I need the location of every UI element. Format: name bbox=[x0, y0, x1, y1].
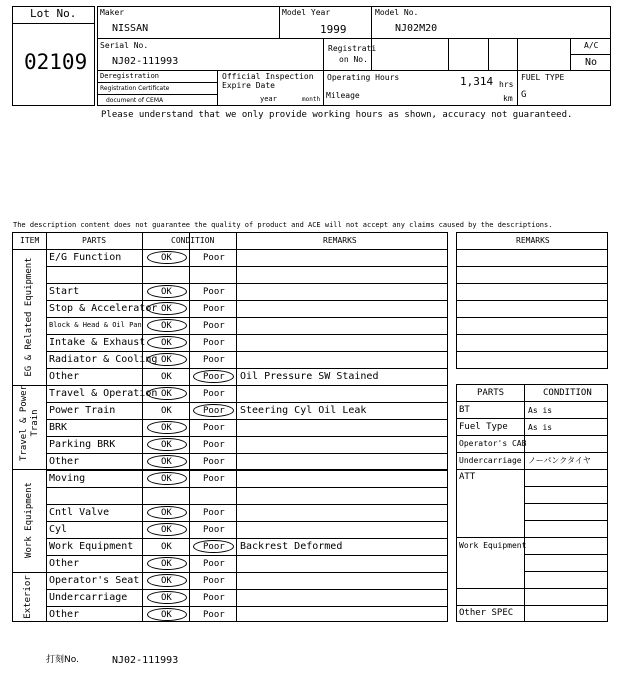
disclaimer: The description content does not guarantee the quality of product and ACE will not accept any claims caused by the descriptions. bbox=[13, 221, 553, 229]
part-name: Other bbox=[49, 558, 80, 569]
condition-poor: Poor bbox=[203, 440, 225, 450]
registration-label-1: Registrati bbox=[328, 44, 377, 53]
part-name: Cntl Valve bbox=[49, 507, 110, 518]
condition-poor: Poor bbox=[203, 542, 225, 552]
table-row bbox=[46, 402, 448, 419]
condition-poor: Poor bbox=[203, 559, 225, 569]
selection-circle bbox=[147, 251, 187, 264]
ac-label: A/C bbox=[584, 41, 599, 50]
table-row bbox=[46, 555, 448, 572]
selection-circle bbox=[147, 591, 187, 604]
mileage-label: Mileage bbox=[326, 91, 360, 100]
table-row bbox=[46, 419, 448, 436]
condition-poor: Poor bbox=[203, 355, 225, 365]
condition-poor: Poor bbox=[203, 321, 225, 331]
table-row bbox=[46, 385, 448, 402]
month-label: month bbox=[302, 96, 321, 103]
group-label-exterior: Exterior bbox=[23, 575, 33, 619]
condition-poor: Poor bbox=[203, 610, 225, 620]
selection-circle bbox=[147, 387, 187, 400]
table-row bbox=[46, 351, 448, 368]
remark: Backrest Deformed bbox=[240, 541, 343, 552]
part-name: Parking BRK bbox=[49, 439, 116, 450]
serial-value: NJ02-111993 bbox=[112, 56, 179, 67]
condition-poor: Poor bbox=[203, 389, 225, 399]
table-row bbox=[46, 317, 448, 334]
col-header-condition: CONDITION bbox=[171, 236, 215, 245]
selection-circle bbox=[147, 523, 187, 536]
condition-poor: Poor bbox=[203, 372, 225, 382]
table-row bbox=[46, 538, 448, 555]
table-row bbox=[46, 470, 448, 487]
condition-ok: OK bbox=[161, 406, 172, 416]
condition-ok: OK bbox=[161, 423, 172, 433]
selection-circle bbox=[147, 421, 187, 434]
group-label-work: Work Equipment bbox=[24, 482, 34, 558]
inspection-label-1: Official Inspection bbox=[222, 72, 314, 81]
undercarriage-label: Undercarriage bbox=[459, 456, 522, 465]
cab-label: Operator's CAB bbox=[459, 439, 527, 448]
cema-document-label: document of CEMA bbox=[106, 97, 164, 104]
right-remarks-header: REMARKS bbox=[516, 236, 550, 245]
condition-poor: Poor bbox=[203, 457, 225, 467]
condition-poor: Poor bbox=[203, 338, 225, 348]
model-no-value: NJ02M20 bbox=[395, 23, 438, 34]
condition-poor: Poor bbox=[203, 576, 225, 586]
condition-ok: OK bbox=[161, 559, 172, 569]
selection-circle bbox=[147, 302, 187, 315]
operating-hours-value: 1,314 bbox=[460, 75, 494, 88]
fuel-type-value: G bbox=[521, 90, 527, 100]
part-name: Block & Head & Oil Pan bbox=[49, 321, 142, 329]
other-spec-label: Other SPEC bbox=[459, 608, 514, 618]
spec-parts-header: PARTS bbox=[477, 388, 505, 398]
table-row bbox=[46, 368, 448, 385]
stamp-label: 打刻No. bbox=[46, 655, 79, 665]
att-label: ATT bbox=[459, 472, 476, 482]
condition-ok: OK bbox=[161, 389, 172, 399]
condition-poor: Poor bbox=[203, 474, 225, 484]
col-header-item: ITEM bbox=[20, 236, 40, 245]
condition-ok: OK bbox=[161, 287, 172, 297]
table-row bbox=[46, 572, 448, 589]
part-name: Start bbox=[49, 286, 80, 297]
selection-circle bbox=[147, 574, 187, 587]
condition-ok: OK bbox=[161, 593, 172, 603]
lot-no-value: 02109 bbox=[24, 50, 88, 74]
condition-ok: OK bbox=[161, 321, 172, 331]
condition-ok: OK bbox=[161, 525, 172, 535]
condition-ok: OK bbox=[161, 457, 172, 467]
condition-poor: Poor bbox=[203, 525, 225, 535]
part-name: E/G Function bbox=[49, 252, 122, 263]
group-label-travel: Travel & Power Train bbox=[19, 385, 40, 461]
operating-hours-label: Operating Hours bbox=[327, 73, 400, 82]
selection-circle bbox=[147, 455, 187, 468]
registration-label-2: on No. bbox=[339, 55, 368, 64]
selection-circle bbox=[147, 336, 187, 349]
part-name: Intake & Exhaust bbox=[49, 337, 146, 348]
table-row bbox=[46, 521, 448, 538]
hrs-unit: hrs bbox=[499, 80, 514, 89]
undercarriage-value: ノーパンクタイヤ bbox=[528, 456, 591, 465]
condition-poor: Poor bbox=[203, 253, 225, 263]
selection-circle bbox=[147, 608, 187, 621]
selection-circle bbox=[147, 557, 187, 570]
condition-ok: OK bbox=[161, 576, 172, 586]
condition-poor: Poor bbox=[203, 423, 225, 433]
selection-circle bbox=[147, 353, 187, 366]
table-row bbox=[46, 249, 448, 266]
condition-ok: OK bbox=[161, 542, 172, 552]
stamp-value: NJ02-111993 bbox=[112, 655, 179, 666]
hours-accuracy-note: Please understand that we only provide working hours as shown, accuracy not guaranteed. bbox=[101, 110, 573, 120]
table-row bbox=[46, 300, 448, 317]
deregistration-label: Deregistration bbox=[100, 72, 160, 80]
selection-circle bbox=[147, 472, 187, 485]
table-row bbox=[46, 436, 448, 453]
condition-ok: OK bbox=[161, 508, 172, 518]
model-year-label: Model Year bbox=[282, 8, 331, 17]
part-name: Stop & Accelerator bbox=[49, 303, 158, 314]
table-row bbox=[46, 453, 448, 470]
part-name: Moving bbox=[49, 473, 86, 484]
part-name: Operator's Seat bbox=[49, 575, 140, 586]
selection-circle bbox=[147, 438, 187, 451]
part-name: BRK bbox=[49, 422, 68, 433]
bt-value: As is bbox=[528, 406, 553, 415]
selection-circle bbox=[193, 540, 234, 553]
lot-no-label: Lot No. bbox=[30, 7, 77, 20]
selection-circle bbox=[147, 319, 187, 332]
remark: Oil Pressure SW Stained bbox=[240, 371, 379, 382]
condition-ok: OK bbox=[161, 304, 172, 314]
ac-value: No bbox=[585, 57, 598, 68]
condition-poor: Poor bbox=[203, 508, 225, 518]
condition-ok: OK bbox=[161, 610, 172, 620]
table-row bbox=[46, 589, 448, 606]
table-row bbox=[46, 487, 448, 504]
part-name: Other bbox=[49, 371, 80, 382]
condition-ok: OK bbox=[161, 440, 172, 450]
part-name: Cyl bbox=[49, 524, 68, 535]
inspection-label-2: Expire Date bbox=[222, 81, 275, 90]
table-row bbox=[46, 266, 448, 283]
part-name: Other bbox=[49, 456, 80, 467]
model-no-label: Model No. bbox=[375, 8, 419, 17]
spec-condition-header: CONDITION bbox=[543, 388, 592, 398]
part-name: Undercarriage bbox=[49, 592, 128, 603]
condition-ok: OK bbox=[161, 372, 172, 382]
condition-ok: OK bbox=[161, 474, 172, 484]
remark: Steering Cyl Oil Leak bbox=[240, 405, 367, 416]
table-row bbox=[46, 606, 448, 623]
condition-ok: OK bbox=[161, 253, 172, 263]
serial-label: Serial No. bbox=[100, 41, 149, 50]
part-name: Power Train bbox=[49, 405, 116, 416]
year-label: year bbox=[260, 95, 277, 103]
col-header-remarks: REMARKS bbox=[323, 236, 357, 245]
fuel-value: As is bbox=[528, 423, 553, 432]
condition-ok: OK bbox=[161, 355, 172, 365]
condition-poor: Poor bbox=[203, 593, 225, 603]
part-name: Radiator & Cooling bbox=[49, 354, 158, 365]
fuel-type-label: FUEL TYPE bbox=[521, 73, 565, 82]
part-name: Work Equipment bbox=[49, 541, 134, 552]
group-label-eg: EG & Related Equipment bbox=[24, 257, 34, 377]
table-row bbox=[46, 334, 448, 351]
fuel-label: Fuel Type bbox=[459, 422, 508, 432]
model-year-value: 1999 bbox=[320, 23, 347, 36]
maker-label: Maker bbox=[100, 8, 125, 17]
table-row bbox=[46, 283, 448, 300]
condition-poor: Poor bbox=[203, 304, 225, 314]
km-unit: km bbox=[503, 94, 513, 103]
selection-circle bbox=[193, 404, 234, 417]
table-row bbox=[46, 504, 448, 521]
maker-value: NISSAN bbox=[112, 23, 149, 34]
selection-circle bbox=[193, 370, 234, 383]
condition-poor: Poor bbox=[203, 287, 225, 297]
part-name: Travel & Operation bbox=[49, 388, 158, 399]
bt-label: BT bbox=[459, 405, 470, 415]
selection-circle bbox=[147, 285, 187, 298]
col-header-parts: PARTS bbox=[82, 236, 107, 245]
registration-certificate-label: Registration Certificate bbox=[100, 85, 170, 92]
work-equipment-label: Work Equipment bbox=[459, 541, 527, 550]
part-name: Other bbox=[49, 609, 80, 620]
condition-ok: OK bbox=[161, 338, 172, 348]
condition-poor: Poor bbox=[203, 406, 225, 416]
selection-circle bbox=[147, 506, 187, 519]
